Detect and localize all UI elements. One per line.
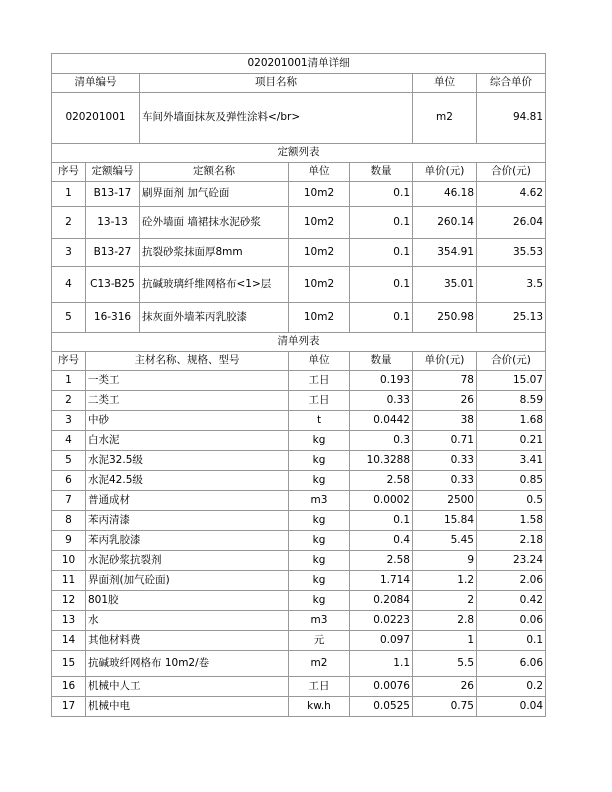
header-total: 合价(元): [477, 352, 546, 371]
quota-row: [52, 182, 546, 207]
material-no: 6: [52, 471, 86, 491]
quota-no: 4: [52, 267, 86, 303]
material-no: 15: [52, 651, 86, 677]
quota-total: 25.13: [477, 303, 546, 333]
material-name: 水泥砂浆抗裂剂: [86, 551, 289, 571]
material-row: [52, 677, 546, 697]
material-name: 水泥42.5级: [86, 471, 289, 491]
quota-total: 3.5: [477, 267, 546, 303]
material-unit: m2: [289, 651, 350, 677]
quota-unit: 10m2: [289, 239, 350, 267]
material-unit: 工日: [289, 677, 350, 697]
bill-detail-table: [51, 53, 546, 717]
material-total: 0.42: [477, 591, 546, 611]
quota-no: 3: [52, 239, 86, 267]
header-price: 单价(元): [413, 163, 477, 182]
bill-header-row: [52, 74, 546, 93]
material-total: 3.41: [477, 451, 546, 471]
material-unit: kg: [289, 591, 350, 611]
quota-qty: 0.1: [350, 267, 413, 303]
material-price: 15.84: [413, 511, 477, 531]
material-row: [52, 531, 546, 551]
quota-row: [52, 239, 546, 267]
material-total: 6.06: [477, 651, 546, 677]
material-total: 2.06: [477, 571, 546, 591]
material-no: 7: [52, 491, 86, 511]
material-price: 26: [413, 391, 477, 411]
material-row: [52, 451, 546, 471]
material-qty: 0.0076: [350, 677, 413, 697]
quota-no: 2: [52, 207, 86, 239]
material-qty: 0.33: [350, 391, 413, 411]
quota-no: 1: [52, 182, 86, 207]
header-quota-code: 定额编号: [86, 163, 140, 182]
material-name: 一类工: [86, 371, 289, 391]
material-qty: 0.0442: [350, 411, 413, 431]
quota-qty: 0.1: [350, 303, 413, 333]
item-unit: m2: [413, 93, 477, 144]
quota-row: [52, 207, 546, 239]
material-row: [52, 411, 546, 431]
material-qty: 0.0525: [350, 697, 413, 717]
quota-row: [52, 267, 546, 303]
quota-header-row: [52, 163, 546, 182]
material-unit: t: [289, 411, 350, 431]
header-material-name: 主材名称、规格、型号: [86, 352, 289, 371]
material-row: [52, 651, 546, 677]
material-name: 机械中电: [86, 697, 289, 717]
quota-name: 刷界面剂 加气砼面: [140, 182, 289, 207]
header-unit: 单位: [413, 74, 477, 93]
quota-qty: 0.1: [350, 239, 413, 267]
quota-unit: 10m2: [289, 182, 350, 207]
material-qty: 0.3: [350, 431, 413, 451]
material-row: [52, 571, 546, 591]
material-price: 26: [413, 677, 477, 697]
material-row: [52, 631, 546, 651]
material-name: 其他材料费: [86, 631, 289, 651]
materials-section-row: [52, 333, 546, 352]
material-price: 1: [413, 631, 477, 651]
quota-price: 35.01: [413, 267, 477, 303]
material-no: 3: [52, 411, 86, 431]
material-price: 0.33: [413, 451, 477, 471]
material-total: 1.68: [477, 411, 546, 431]
material-total: 0.5: [477, 491, 546, 511]
header-unit: 单位: [289, 352, 350, 371]
header-unit-price: 综合单价: [477, 74, 546, 93]
material-unit: 工日: [289, 391, 350, 411]
material-price: 2500: [413, 491, 477, 511]
quota-no: 5: [52, 303, 86, 333]
material-name: 普通成材: [86, 491, 289, 511]
material-total: 0.06: [477, 611, 546, 631]
material-no: 5: [52, 451, 86, 471]
materials-section-title: 清单列表: [52, 333, 546, 352]
material-name: 机械中人工: [86, 677, 289, 697]
material-row: [52, 471, 546, 491]
material-no: 8: [52, 511, 86, 531]
quota-name: 抗碱玻璃纤维网格布<1>层: [140, 267, 289, 303]
material-no: 16: [52, 677, 86, 697]
quota-price: 46.18: [413, 182, 477, 207]
header-code: 清单编号: [52, 74, 140, 93]
table-body: [52, 54, 546, 717]
quota-section-title: 定额列表: [52, 144, 546, 163]
material-unit: kg: [289, 431, 350, 451]
quota-price: 250.98: [413, 303, 477, 333]
quota-code: 13-13: [86, 207, 140, 239]
material-name: 白水泥: [86, 431, 289, 451]
quota-name: 砼外墙面 墙裙抹水泥砂浆: [140, 207, 289, 239]
material-no: 4: [52, 431, 86, 451]
quota-price: 354.91: [413, 239, 477, 267]
quota-unit: 10m2: [289, 267, 350, 303]
material-name: 二类工: [86, 391, 289, 411]
quota-total: 35.53: [477, 239, 546, 267]
material-total: 8.59: [477, 391, 546, 411]
material-qty: 0.1: [350, 511, 413, 531]
material-total: 1.58: [477, 511, 546, 531]
material-price: 5.5: [413, 651, 477, 677]
material-no: 1: [52, 371, 86, 391]
bill-item-row: [52, 93, 546, 144]
header-name: 项目名称: [140, 74, 413, 93]
material-price: 0.75: [413, 697, 477, 717]
material-name: 苯丙乳胶漆: [86, 531, 289, 551]
material-name: 中砂: [86, 411, 289, 431]
header-price: 单价(元): [413, 352, 477, 371]
material-total: 2.18: [477, 531, 546, 551]
quota-unit: 10m2: [289, 303, 350, 333]
material-unit: 元: [289, 631, 350, 651]
material-qty: 0.193: [350, 371, 413, 391]
material-no: 14: [52, 631, 86, 651]
quota-qty: 0.1: [350, 182, 413, 207]
material-total: 0.85: [477, 471, 546, 491]
material-unit: kw.h: [289, 697, 350, 717]
material-no: 2: [52, 391, 86, 411]
item-name: 车间外墙面抹灰及弹性涂料</br>: [140, 93, 413, 144]
material-no: 13: [52, 611, 86, 631]
material-unit: kg: [289, 511, 350, 531]
quota-section-row: [52, 144, 546, 163]
material-no: 11: [52, 571, 86, 591]
materials-header-row: [52, 352, 546, 371]
material-price: 5.45: [413, 531, 477, 551]
quota-code: 16-316: [86, 303, 140, 333]
quota-unit: 10m2: [289, 207, 350, 239]
material-unit: kg: [289, 551, 350, 571]
quota-name: 抹灰面外墙苯丙乳胶漆: [140, 303, 289, 333]
material-qty: 0.097: [350, 631, 413, 651]
header-total: 合价(元): [477, 163, 546, 182]
material-row: [52, 511, 546, 531]
material-price: 0.71: [413, 431, 477, 451]
material-unit: kg: [289, 571, 350, 591]
material-row: [52, 491, 546, 511]
material-unit: m3: [289, 611, 350, 631]
material-qty: 2.58: [350, 471, 413, 491]
material-total: 15.07: [477, 371, 546, 391]
quota-row: [52, 303, 546, 333]
material-name: 水: [86, 611, 289, 631]
material-qty: 10.3288: [350, 451, 413, 471]
material-price: 78: [413, 371, 477, 391]
material-price: 9: [413, 551, 477, 571]
material-total: 0.1: [477, 631, 546, 651]
material-no: 10: [52, 551, 86, 571]
quota-qty: 0.1: [350, 207, 413, 239]
material-qty: 0.0223: [350, 611, 413, 631]
header-no: 序号: [52, 352, 86, 371]
material-unit: kg: [289, 451, 350, 471]
material-row: [52, 371, 546, 391]
material-name: 抗碱玻纤网格布 10m2/卷: [86, 651, 289, 677]
sheet-title: 020201001清单详细: [52, 54, 546, 74]
material-qty: 0.0002: [350, 491, 413, 511]
material-name: 水泥32.5级: [86, 451, 289, 471]
material-qty: 0.2084: [350, 591, 413, 611]
material-price: 1.2: [413, 571, 477, 591]
quota-code: B13-17: [86, 182, 140, 207]
quota-name: 抗裂砂浆抹面厚8mm: [140, 239, 289, 267]
material-no: 17: [52, 697, 86, 717]
header-qty: 数量: [350, 352, 413, 371]
title-row: [52, 54, 546, 74]
material-total: 0.2: [477, 677, 546, 697]
material-price: 2.8: [413, 611, 477, 631]
material-unit: kg: [289, 471, 350, 491]
material-total: 0.21: [477, 431, 546, 451]
material-row: [52, 391, 546, 411]
material-qty: 1.1: [350, 651, 413, 677]
material-row: [52, 431, 546, 451]
header-qty: 数量: [350, 163, 413, 182]
material-price: 2: [413, 591, 477, 611]
material-unit: kg: [289, 531, 350, 551]
quota-code: B13-27: [86, 239, 140, 267]
material-row: [52, 697, 546, 717]
material-total: 23.24: [477, 551, 546, 571]
material-price: 38: [413, 411, 477, 431]
material-unit: 工日: [289, 371, 350, 391]
item-unit-price: 94.81: [477, 93, 546, 144]
material-row: [52, 551, 546, 571]
material-unit: m3: [289, 491, 350, 511]
material-total: 0.04: [477, 697, 546, 717]
quota-total: 4.62: [477, 182, 546, 207]
header-unit: 单位: [289, 163, 350, 182]
material-name: 界面剂(加气砼面): [86, 571, 289, 591]
material-name: 苯丙清漆: [86, 511, 289, 531]
material-no: 12: [52, 591, 86, 611]
item-code: 020201001: [52, 93, 140, 144]
header-quota-name: 定额名称: [140, 163, 289, 182]
material-no: 9: [52, 531, 86, 551]
material-name: 801胶: [86, 591, 289, 611]
material-qty: 1.714: [350, 571, 413, 591]
material-qty: 2.58: [350, 551, 413, 571]
material-qty: 0.4: [350, 531, 413, 551]
quota-total: 26.04: [477, 207, 546, 239]
quota-code: C13-B25: [86, 267, 140, 303]
material-row: [52, 611, 546, 631]
material-row: [52, 591, 546, 611]
header-no: 序号: [52, 163, 86, 182]
material-price: 0.33: [413, 471, 477, 491]
quota-price: 260.14: [413, 207, 477, 239]
